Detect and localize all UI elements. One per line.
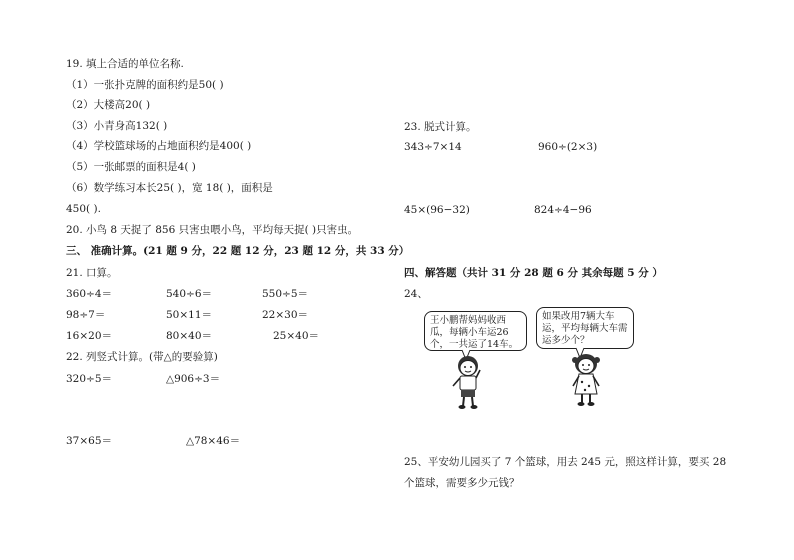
q22-item: △906÷3＝ xyxy=(166,373,221,385)
q25-line-2: 个篮球，需要多少元钱？ xyxy=(404,477,520,489)
q23-item: 960÷(2×3) xyxy=(538,141,598,153)
q22-item: 37×65＝ xyxy=(66,435,113,447)
q19-item-6: （6）数学练习本长25( )，宽 18( )，面积是 xyxy=(66,182,273,194)
q21-cell: 16×20＝ xyxy=(66,330,113,342)
q19-item-3: （3）小青身高132( ) xyxy=(66,120,168,132)
q19-item-4: （4）学校篮球场的占地面积约是400( ) xyxy=(66,140,252,152)
q19-item-5: （5）一张邮票的面积是4( ) xyxy=(66,161,196,173)
q19-item-6-cont: 450( ). xyxy=(66,203,101,215)
q21-cell: 25×40＝ xyxy=(273,330,320,342)
speech-bubble-right xyxy=(536,307,634,349)
speech-bubble-left-text: 王小鹏帮妈妈收西瓜，每辆小车运26个，一共运了14车。 xyxy=(430,315,519,350)
section-4-heading: 四、解答题（共计 31 分 28 题 6 分 其余每题 5 分 ） xyxy=(404,267,663,279)
q23-item: 343÷7×14 xyxy=(404,141,462,153)
girl-illustration-icon xyxy=(566,352,606,408)
q23-title: 23. 脱式计算。 xyxy=(404,121,477,133)
boy-illustration-icon xyxy=(448,354,488,410)
q19-item-1: （1）一张扑克牌的面积约是50( ) xyxy=(66,79,224,91)
q22-item: 320÷5＝ xyxy=(66,373,113,385)
q21-cell: 80×40＝ xyxy=(166,330,213,342)
section-3-heading: 三、 准确计算。(21 题 9 分，22 题 12 分，23 题 12 分，共 33 分） xyxy=(66,245,410,257)
q20-text: 20. 小鸟 8 天捉了 856 只害虫喂小鸟，平均每天捉( )只害虫。 xyxy=(66,224,359,236)
q21-title: 21. 口算。 xyxy=(66,267,118,279)
q24-label: 24、 xyxy=(404,288,428,300)
q21-cell: 540÷6＝ xyxy=(166,288,213,300)
q25-line-1: 25、平安幼儿园买了 7 个篮球，用去 245 元，照这样计算，要买 28 xyxy=(404,456,727,468)
q22-item: △78×46＝ xyxy=(186,435,241,447)
q19-title: 19. 填上合适的单位名称. xyxy=(66,58,184,70)
q21-cell: 50×11＝ xyxy=(166,309,213,321)
speech-bubble-left xyxy=(424,311,527,351)
speech-bubble-right-text: 如果改用7辆大车运，平均每辆大车需运多少个？ xyxy=(542,311,628,346)
q21-cell: 98÷7＝ xyxy=(66,309,106,321)
q23-item: 824÷4−96 xyxy=(534,204,592,216)
q19-item-2: （2）大楼高20( ) xyxy=(66,99,151,111)
q22-title: 22. 列竖式计算。(带△的要验算) xyxy=(66,351,218,363)
q21-cell: 22×30＝ xyxy=(262,309,309,321)
q21-cell: 550÷5＝ xyxy=(262,288,309,300)
q21-cell: 360÷4＝ xyxy=(66,288,113,300)
q23-item: 45×(96−32) xyxy=(404,204,470,216)
